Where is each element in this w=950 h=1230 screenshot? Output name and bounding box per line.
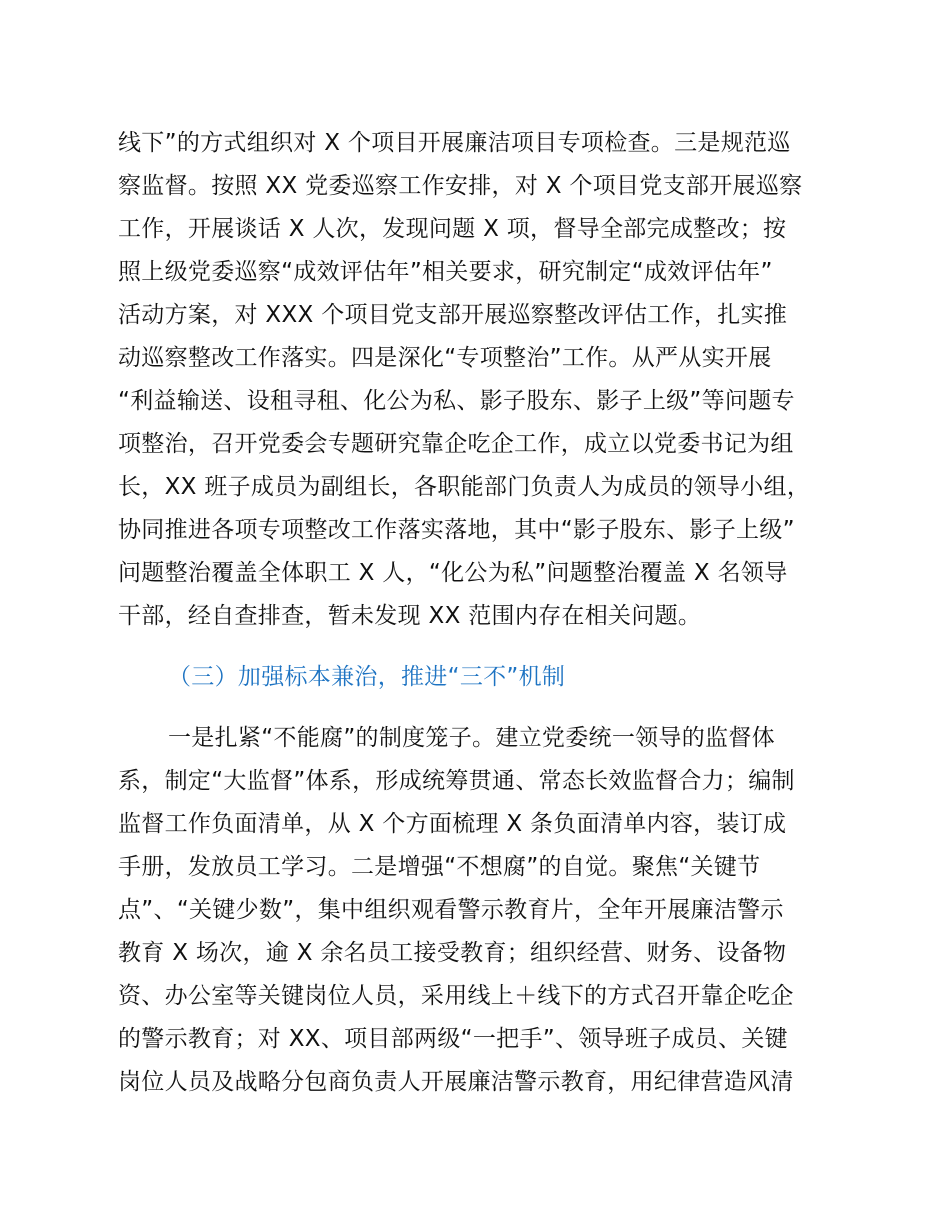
paragraph-2-line: 教育 X 场次，逾 X 余名员工接受教育；组织经营、财务、设备物	[118, 940, 787, 966]
paragraph-2-line: 点”、“关键少数”，集中组织观看警示教育片，全年开展廉洁警示	[118, 897, 784, 923]
paragraph-2-line: 监督工作负面清单，从 X 个方面梳理 X 条负面清单内容，装订成	[118, 811, 787, 837]
paragraph-1-line: 察监督。按照 XX 党委巡察工作安排，对 X 个项目党支部开展巡察	[118, 173, 803, 199]
section-heading: （三）加强标本兼治，推进“三不”机制	[168, 664, 566, 690]
paragraph-2-line: 岗位人员及战略分包商负责人开展廉洁警示教育，用纪律营造风清	[118, 1069, 794, 1095]
paragraph-2-line: 手册，发放员工学习。二是增强“不想腐”的自觉。聚焦“关键节	[118, 854, 761, 880]
paragraph-2-line: 资、办公室等关键岗位人员，采用线上＋线下的方式召开靠企吃企	[118, 983, 794, 1009]
paragraph-1-line: 长，XX 班子成员为副组长，各职能部门负责人为成员的领导小组，	[118, 474, 811, 500]
paragraph-1-line: 问题整治覆盖全体职工 X 人，“化公为私”问题整治覆盖 X 名领导	[118, 560, 788, 586]
paragraph-1-line: 项整治，召开党委会专题研究靠企吃企工作，成立以党委书记为组	[118, 431, 794, 457]
paragraph-2-line: 一是扎紧“不能腐”的制度笼子。建立党委统一领导的监督体	[168, 725, 775, 751]
paragraph-1-line: 线下”的方式组织对 X 个项目开展廉洁项目专项检查。三是规范巡	[118, 130, 791, 156]
paragraph-1-line: 照上级党委巡察“成效评估年”相关要求，研究制定“成效评估年”	[118, 259, 773, 285]
paragraph-2-line: 系，制定“大监督”体系，形成统筹贯通、常态长效监督合力；编制	[118, 768, 795, 794]
paragraph-1-line: 活动方案，对 XXX 个项目党支部开展巡察整改评估工作，扎实推	[118, 302, 788, 328]
paragraph-2-line: 的警示教育；对 XX、项目部两级“一把手”、领导班子成员、关键	[118, 1026, 788, 1052]
paragraph-1-line: 动巡察整改工作落实。四是深化“专项整治”工作。从严从实开展	[118, 345, 772, 371]
paragraph-1-line: “利益输送、设租寻租、化公为私、影子股东、影子上级”等问题专	[118, 388, 795, 414]
paragraph-1-line: 干部，经自查排查，暂未发现 XX 范围内存在相关问题。	[118, 603, 702, 629]
paragraph-1-line: 工作，开展谈话 X 人次，发现问题 X 项，督导全部完成整改；按	[118, 216, 787, 242]
paragraph-1-line: 协同推进各项专项整改工作落实落地，其中“影子股东、影子上级”	[118, 517, 795, 543]
